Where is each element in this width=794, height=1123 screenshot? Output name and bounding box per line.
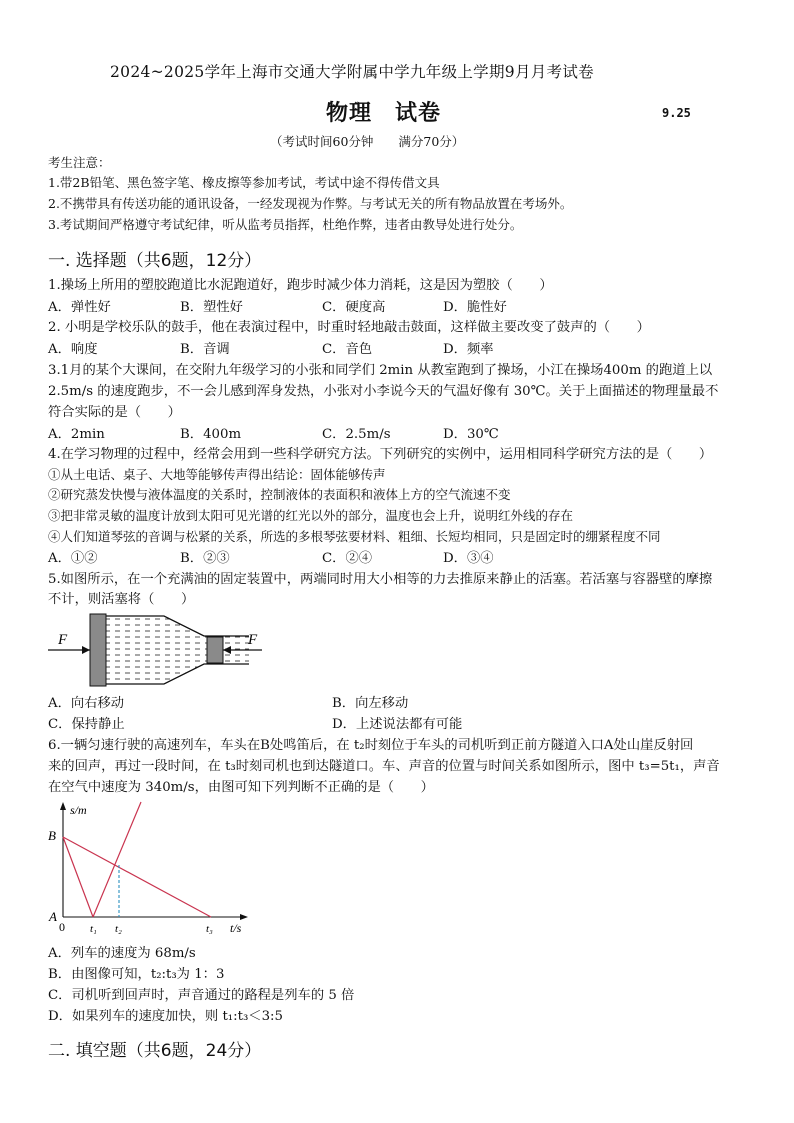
option-d: D．③④ [443, 551, 494, 566]
train-line [63, 837, 211, 917]
sound-echo-line [93, 802, 141, 917]
question-stem-line: 5.如图所示，在一个充满油的固定装置中，两端同时用大小相等的力去推原来静止的活塞。若活塞与容器壁的摩擦 [48, 572, 713, 587]
left-arrowhead [82, 646, 90, 654]
question-stem-line: 3.1月的某个大课间，在交附九年级学习的小张和同学们 2min 从教室跑到了操场，小江在操场400m 的跑道上以 [48, 363, 713, 378]
option-a: A．①② [48, 551, 98, 566]
question-stem-line: 2.5m/s 的速度跑步，不一会儿感到浑身发热，小张对小李说今天的气温好像有 30℃。关于上面描述的物理量最不 [48, 384, 719, 399]
question-stem-line: 6.一辆匀速行驶的高速列车，车头在B处鸣笛后，在 t₂时刻位于车头的司机听到正前方隧道入口A处山崖反射回 [48, 738, 694, 753]
question-stem: 1.操场上所用的塑胶跑道比水泥跑道好，跑步时减少体力消耗，这是因为塑胶（ ） [48, 278, 553, 293]
point-b-label: B [48, 828, 56, 843]
option-d: D．30℃ [443, 427, 499, 442]
x-axis-label: t/s [230, 921, 242, 935]
exam-title: 2024~2025学年上海市交通大学附属中学九年级上学期9月月考试卷 [110, 63, 594, 81]
origin-label: 0 [59, 920, 65, 934]
section-heading: 一. 选择题（共6题，12分） [48, 251, 262, 271]
y-axis-arrow [60, 802, 66, 810]
notice-item: 2.不携带具有传送功能的通讯设备，一经发现视为作弊。与考试无关的所有物品放置在考场外。 [48, 196, 573, 211]
option-d: D．脆性好 [443, 300, 507, 315]
option-a: A．响度 [48, 342, 98, 357]
tick-t3: t₃ [206, 923, 213, 935]
left-force-label: F [58, 632, 68, 648]
option-c: C．音色 [322, 342, 373, 357]
option-c: C．司机听到回声时，声音通过的路程是列车的 5 倍 [48, 988, 355, 1003]
right-piston [207, 637, 223, 663]
option-b: B．②③ [180, 551, 230, 566]
left-piston [90, 614, 106, 686]
y-axis-label: s/m [70, 803, 87, 817]
option-d: D．频率 [443, 342, 494, 357]
exam-date: 9.25 [662, 106, 691, 120]
option-b: B．音调 [180, 342, 230, 357]
option-c: C．保持静止 [48, 717, 125, 732]
sound-outgoing-line [63, 837, 93, 917]
question-stem-line: 不计，则活塞将（ ） [48, 592, 195, 607]
notice-heading: 考生注意： [48, 155, 111, 170]
section-heading: 二. 填空题（共6题，24分） [48, 1041, 262, 1061]
question-stem: 2. 小明是学校乐队的鼓手，他在表演过程中，时重时轻地敲击鼓面，这样做主要改变了鼓声的（ ） [48, 320, 650, 335]
notice-item: 1.带2B铅笔、黑色签字笔、橡皮擦等参加考试，考试中途不得传借文具 [48, 175, 440, 190]
question-stem: 4.在学习物理的过程中，经常会用到一些科学研究方法。下列研究的实例中，运用相同科学研究方法的是（ ） [48, 447, 713, 462]
statement-item: ④人们知道琴弦的音调与松紧的关系，所选的多根琴弦要材料、粗细、长短均相同，只是固定时的绷紧程度不同 [48, 529, 661, 544]
option-c: C．②④ [322, 551, 373, 566]
option-b: B．向左移动 [332, 696, 409, 711]
statement-item: ①从土电话、桌子、大地等能够传声得出结论：固体能够传声 [48, 467, 386, 482]
option-c: C．2.5m/s [322, 427, 391, 442]
option-d: D．上述说法都有可能 [332, 717, 463, 732]
option-a: A．弹性好 [48, 300, 111, 315]
option-c: C．硬度高 [322, 300, 386, 315]
option-a: A．列车的速度为 68m/s [48, 946, 196, 961]
notice-item: 3.考试期间严格遵守考试纪律，听从监考员指挥，杜绝作弊，违者由教导处进行处分。 [48, 217, 523, 232]
statement-item: ②研究蒸发快慢与液体温度的关系时，控制液体的表面积和液体上方的空气流速不变 [48, 487, 511, 502]
right-force-label: F [248, 632, 258, 648]
option-d: D．如果列车的速度加快，则 t₁:t₃＜3:5 [48, 1009, 283, 1024]
piston-diagram [44, 610, 274, 690]
question-stem-line: 来的回声，再过一段时间，在 t₃时刻司机也到达隧道口。车、声音的位置与时间关系如图所示，图中 t₃=5t₁，声音 [48, 759, 720, 774]
option-b: B．400m [180, 427, 242, 442]
exam-info: （考试时间60分钟 满分70分） [270, 134, 465, 149]
subject-title: 物理 试卷 [326, 100, 442, 126]
statement-item: ③把非常灵敏的温度计放到太阳可见光谱的红光以外的部分，温度也会上升，说明红外线的存在 [48, 508, 574, 523]
tick-t1: t₁ [90, 923, 97, 935]
option-a: A．向右移动 [48, 696, 125, 711]
position-time-graph [44, 800, 264, 940]
question-stem-line: 在空气中速度为 340m/s，由图可知下列判断不正确的是（ ） [48, 780, 434, 795]
question-stem-line: 符合实际的是（ ） [48, 405, 181, 420]
tick-t2: t₂ [115, 923, 122, 935]
option-a: A．2min [48, 427, 105, 442]
option-b: B．塑性好 [180, 300, 243, 315]
x-axis-arrow [240, 914, 248, 920]
option-b: B．由图像可知，t₂:t₃为 1：3 [48, 967, 225, 982]
point-a-label: A [49, 909, 57, 924]
